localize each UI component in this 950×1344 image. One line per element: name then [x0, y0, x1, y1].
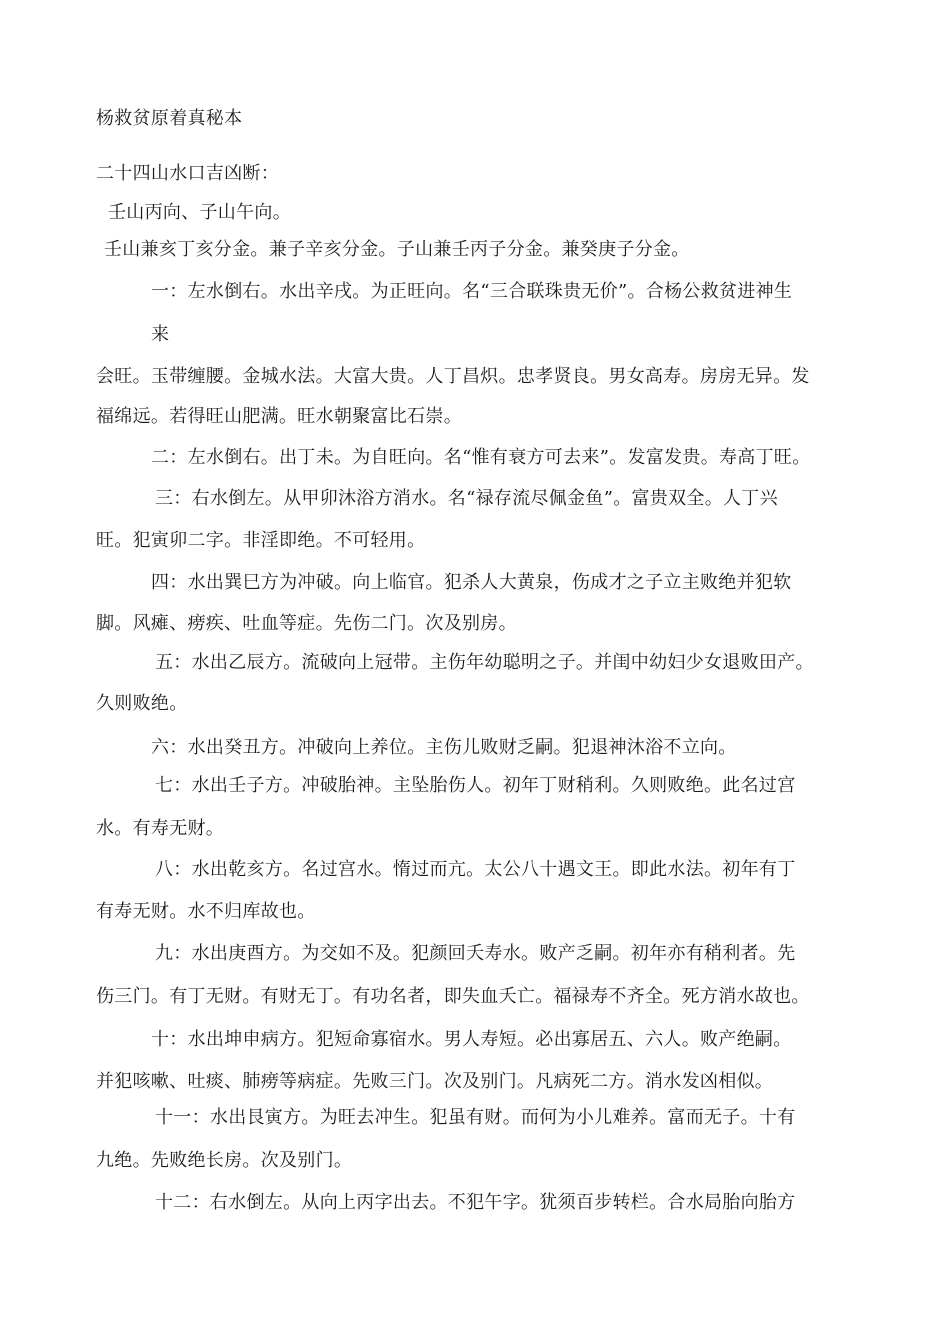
text-line: 久则败绝。: [96, 693, 188, 714]
text-line: 九绝。先败绝长房。次及别门。: [96, 1150, 353, 1171]
text-line: 六：水出癸丑方。冲破向上养位。主伤儿败财乏嗣。犯退神沐浴不立向。: [151, 737, 737, 758]
text-line: 脚。风瘫、痨疾、吐血等症。先伤二门。次及别房。: [96, 613, 517, 634]
text-line: 来: [151, 324, 170, 345]
text-line: 十一：水出艮寅方。为旺去冲生。犯虽有财。而何为小儿难养。富而无子。十有: [155, 1107, 796, 1128]
text-line: 会旺。玉带缠腰。金城水法。大富大贵。人丁昌炽。忠孝贤良。男女高寿。房房无异。发: [96, 366, 810, 387]
text-line: 五：水出乙辰方。流破向上冠带。主伤年幼聪明之子。并闺中幼妇少女退败田产。: [155, 652, 814, 673]
text-line: 四：水出巽巳方为冲破。向上临官。犯杀人大黄泉，伤成才之子立主败绝并犯软: [151, 572, 792, 593]
text-line: 伤三门。有丁无财。有财无丁。有功名者，即失血夭亡。福禄寿不齐全。死方消水故也。: [96, 986, 810, 1007]
text-line: 旺。犯寅卯二字。非淫即绝。不可轻用。: [96, 530, 426, 551]
text-line: 福绵远。若得旺山肥满。旺水朝聚富比石崇。: [96, 406, 462, 427]
text-line: 水。有寿无财。: [96, 818, 225, 839]
text-line: 有寿无财。水不归库故也。: [96, 901, 316, 922]
text-line: 八：水出乾亥方。名过宫水。惰过而亢。太公八十遇文王。即此水法。初年有丁: [155, 859, 796, 880]
text-line: 十二：右水倒左。从向上丙字出去。不犯午字。犹须百步转栏。合水局胎向胎方: [155, 1192, 796, 1213]
text-line: 九：水出庚酉方。为交如不及。犯颜回夭寿水。败产乏嗣。初年亦有稍利者。先: [155, 943, 796, 964]
text-line: 并犯咳嗽、吐痰、肺痨等病症。先败三门。次及别门。凡病死二方。消水发凶相似。: [96, 1071, 774, 1092]
intro-line: 壬山兼亥丁亥分金。兼子辛亥分金。子山兼壬丙子分金。兼癸庚子分金。: [104, 239, 690, 260]
text-line: 十：水出坤申病方。犯短命寡宿水。男人寿短。必出寡居五、六人。败产绝嗣。: [151, 1029, 792, 1050]
section-heading: 二十四山水口吉凶断：: [96, 163, 279, 184]
text-line: 三：右水倒左。从甲卯沐浴方消水。名“禄存流尽佩金鱼”。富贵双全。人丁兴: [155, 488, 778, 509]
text-line: 二：左水倒右。出丁未。为自旺向。名“惟有衰方可去来”。发富发贵。寿高丁旺。: [151, 447, 811, 468]
section-subheading: 壬山丙向、子山午向。: [108, 202, 291, 223]
document-title: 杨救贫原着真秘本: [96, 108, 243, 129]
text-line: 一：左水倒右。水出辛戌。为正旺向。名“三合联珠贵无价”。合杨公救贫进神生: [151, 281, 793, 302]
text-line: 七：水出壬子方。冲破胎神。主坠胎伤人。初年丁财稍利。久则败绝。此名过宫: [155, 775, 796, 796]
